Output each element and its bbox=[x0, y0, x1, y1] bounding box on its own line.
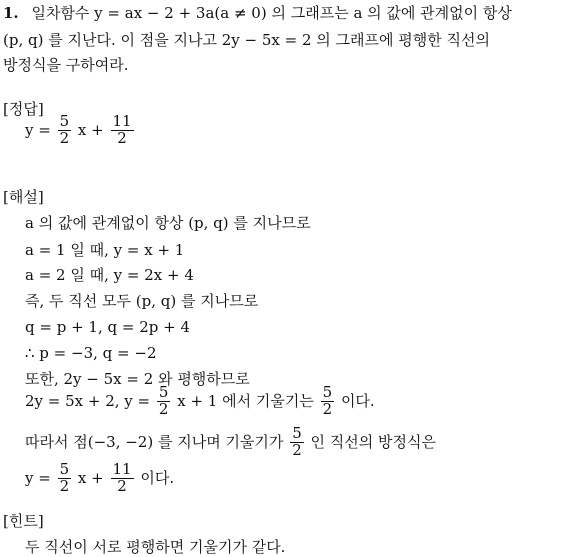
solution-line-10-fraction-1-den: 2 bbox=[59, 476, 70, 495]
solution-line-10-fraction-1-num: 5 bbox=[59, 460, 70, 478]
solution-line-1: a 의 값에 관계없이 항상 (p, q) 를 지나므로 bbox=[25, 214, 311, 232]
problem-text-3: 방정식을 구하여라. bbox=[3, 56, 129, 74]
answer-fraction-2-num: 11 bbox=[112, 112, 132, 130]
solution-line-8-fraction-1-num: 5 bbox=[158, 383, 169, 401]
answer-fraction-1 bbox=[58, 114, 72, 147]
solution-line-10-fraction-2-num: 11 bbox=[112, 460, 132, 478]
answer-lhs: y = bbox=[25, 120, 51, 139]
solution-line-8-b: x + 1 에서 기울기는 bbox=[177, 391, 314, 410]
answer-fraction-1-den: 2 bbox=[59, 128, 70, 147]
solution-line-6: ∴ p = −3, q = −2 bbox=[25, 344, 157, 362]
solution-line-3: a = 2 일 때, y = 2x + 4 bbox=[25, 266, 194, 284]
solution-line-10 bbox=[25, 462, 174, 495]
solution-line-2: a = 1 일 때, y = x + 1 bbox=[25, 241, 185, 259]
solution-line-8-fraction-1 bbox=[157, 385, 171, 418]
solution-line-10-fraction-2 bbox=[111, 462, 134, 495]
answer-mid: x + bbox=[77, 120, 104, 139]
solution-line-10-b: x + bbox=[77, 468, 104, 487]
answer-header: [정답] bbox=[3, 100, 44, 118]
solution-line-9-a: 따라서 점(−3, −2) 를 지나며 기울기가 bbox=[25, 432, 284, 451]
solution-line-10-a: y = bbox=[25, 468, 51, 487]
solution-line-9-fraction-num: 5 bbox=[292, 424, 302, 442]
problem-text-2: (p, q) 를 지난다. 이 점을 지나고 2y − 5x = 2 의 그래프에 평행한 직선의 bbox=[3, 31, 490, 49]
problem-number: 1. bbox=[3, 4, 19, 22]
hint-text: 두 직선이 서로 평행하면 기울기가 같다. bbox=[25, 538, 286, 556]
problem-text-1: 일차함수 y = ax − 2 + 3a(a ≠ 0) 의 그래프는 a 의 값에 관계없이 항상 bbox=[31, 4, 512, 22]
solution-line-8-fraction-2-den: 2 bbox=[322, 399, 333, 418]
solution-line-9 bbox=[25, 426, 436, 459]
answer-equation bbox=[25, 114, 136, 147]
solution-line-7: 또한, 2y − 5x = 2 와 평행하므로 bbox=[25, 370, 250, 388]
solution-line-10-fraction-1 bbox=[58, 462, 72, 495]
solution-line-8 bbox=[25, 385, 375, 418]
solution-line-8-a: 2y = 5x + 2, y = bbox=[25, 391, 151, 410]
solution-line-9-fraction-den: 2 bbox=[292, 440, 302, 459]
solution-line-4: 즉, 두 직선 모두 (p, q) 를 지나므로 bbox=[25, 292, 259, 310]
answer-fraction-2-den: 2 bbox=[111, 130, 134, 147]
solution-line-8-fraction-2 bbox=[321, 385, 335, 418]
hint-header: [힌트] bbox=[3, 512, 44, 530]
solution-line-10-fraction-2-den: 2 bbox=[111, 478, 134, 495]
answer-fraction-1-num: 5 bbox=[59, 112, 70, 130]
solution-line-10-c: 이다. bbox=[140, 468, 175, 487]
solution-line-9-b: 인 직선의 방정식은 bbox=[310, 432, 436, 451]
solution-line-8-fraction-1-den: 2 bbox=[158, 399, 169, 418]
solution-header: [해설] bbox=[3, 188, 44, 206]
solution-line-9-fraction bbox=[290, 426, 304, 459]
answer-fraction-2 bbox=[111, 114, 134, 147]
solution-line-8-c: 이다. bbox=[340, 391, 375, 410]
problem-line-1 bbox=[3, 6, 512, 21]
solution-line-8-fraction-2-num: 5 bbox=[322, 383, 333, 401]
solution-line-5: q = p + 1, q = 2p + 4 bbox=[25, 318, 190, 336]
